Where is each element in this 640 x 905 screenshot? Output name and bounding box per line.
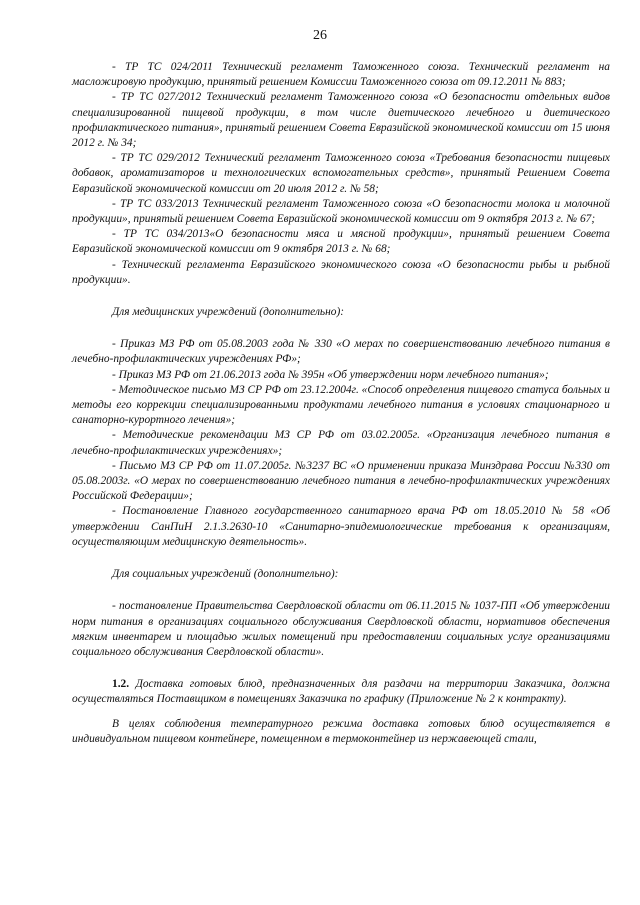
medical-regulation-item: - Приказ МЗ РФ от 05.08.2003 года № 330 «О мерах по совершенствованию лечебного питания в лечебно-профилактических учреждениях РФ»; [72, 338, 610, 366]
page-number: 26 [313, 28, 327, 43]
social-regulation-item: - постановление Правительства Свердловской области от 06.11.2015 № 1037-ПП «Об утверждении норм питания в организациях социального обслуживания Свердловской области, нормативов обеспечения мягким инвентарем и площадью жилых помещений при предоставлении социальных услуг организациями социального обслуживания Свердловской области». [72, 600, 610, 658]
document-body [72, 60, 610, 747]
section-1-2 [72, 677, 610, 707]
heading-medical-institutions: Для медицинских учреждений (дополнительно): [112, 306, 345, 319]
medical-regulation-item: - Постановление Главного государственного санитарного врача РФ от 18.05.2010 № 58 «Об утверждении СанПиН 2.1.3.2630-10 «Санитарно-эпидемиологические требования к организациям, осуществляющим медицинскую деятельность». [72, 505, 610, 548]
regulation-item: - Технический регламента Евразийского экономического союза «О безопасности рыбы и рыбной продукции». [72, 258, 610, 286]
regulation-item: - ТР ТС 034/2013«О безопасности мяса и мясной продукции», принятый решением Совета Евразийской экономической комиссии от 9 октября 2013 г. № 68; [72, 228, 610, 256]
medical-regulation-item: - Методические рекомендации МЗ СР РФ от 03.02.2005г. «Организация лечебного питания в лечебно-профилактических учреждениях»; [72, 429, 610, 457]
regulation-item: - ТР ТС 029/2012 Технический регламент Таможенного союза «Требования безопасности пищевых добавок, ароматизаторов и технологических вспомогательных средств», принятый Решением Совета Евразийской экономической комиссии от 20 июля 2012 г. № 58; [72, 152, 610, 195]
regulation-item: - ТР ТС 024/2011 Технический регламент Таможенного союза. Технический регламент на масложировую продукцию, принятый решением Комиссии Таможенного союза от 09.12.2011 № 883; [72, 61, 610, 89]
delivery-paragraph: В целях соблюдения температурного режима доставка готовых блюд осуществляется в индивидуальном пищевом контейнере, помещенном в термоконтейнер из нержавеющей стали, [72, 717, 610, 745]
regulation-item: - ТР ТС 033/2013 Технический регламент Таможенного союза «О безопасности молока и молочной продукции», принятый решением Совета Евразийской экономической комиссии от 9 октября 2013 г. № 67; [72, 197, 610, 226]
medical-regulation-item: - Письмо МЗ СР РФ от 11.07.2005г. №3237 ВС «О применении приказа Минздрава России №330 от 05.08.2003г. «О мерах по совершенствованию лечебного питания в лечебно-профилактических учреждениях Российской Федерации»; [72, 459, 610, 503]
regulation-item: - ТР ТС 027/2012 Технический регламент Таможенного союза «О безопасности отдельных видов специализированной пищевой продукции, в том числе диетического лечебного и диетического профилактического питания», принятый решением Совета Евразийской экономической комиссии от 15 июня 2012 г. № 34; [72, 91, 610, 150]
section-number: 1.2. [112, 678, 130, 691]
section-1-2-text: Доставка готовых блюд, предназначенных для раздачи на территории Заказчика, должна осуществляться Поставщиком в помещениях Заказчика по графику (Приложение № 2 к контракту). [72, 678, 610, 706]
heading-social-institutions: Для социальных учреждений (дополнительно): [112, 568, 339, 581]
medical-regulation-item: - Методическое письмо МЗ СР РФ от 23.12.2004г. «Способ определения пищевого статуса больных и методы его коррекции специализированными продуктами лечебного питания в условиях стационарного и санаторно-курортного лечения»; [72, 383, 610, 427]
medical-regulation-item: - Приказ МЗ РФ от 21.06.2013 года № 395н «Об утверждении норм лечебного питания»; [112, 368, 549, 381]
